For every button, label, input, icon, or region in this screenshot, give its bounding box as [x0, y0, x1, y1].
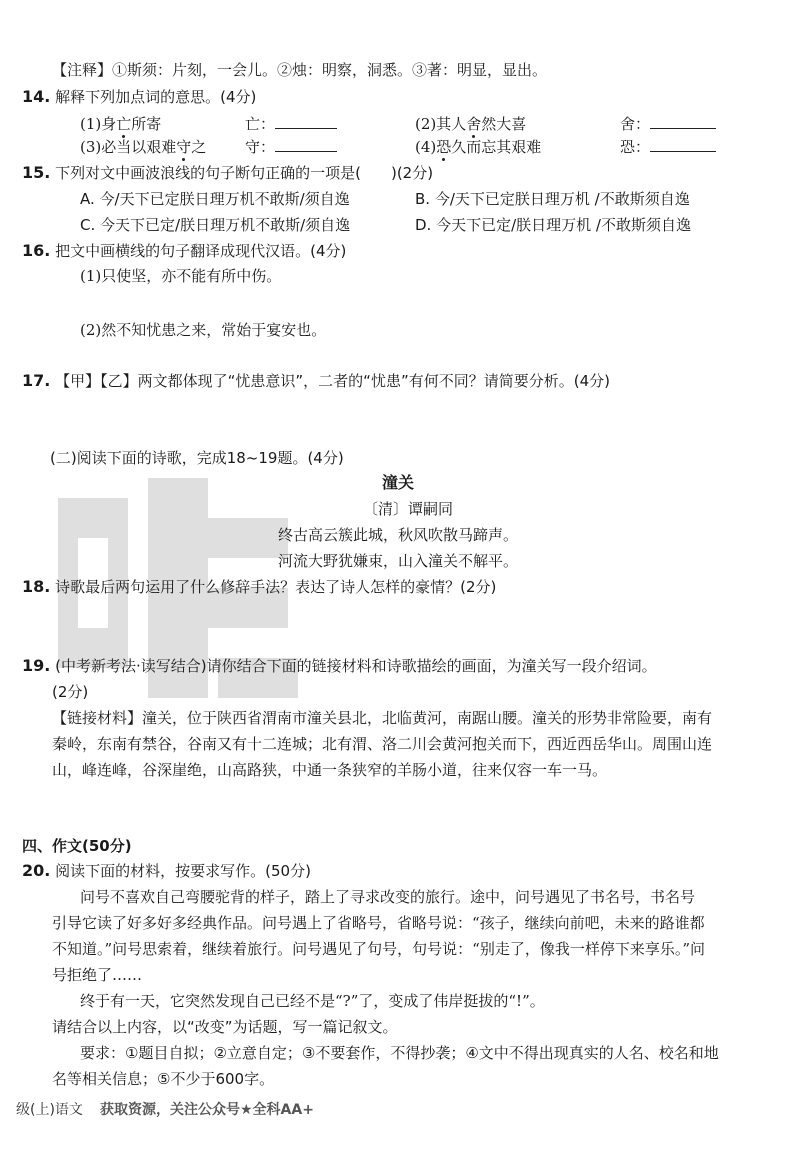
footer-promo: 获取资源，关注公众号★全科AA+ [100, 1102, 314, 1118]
q15-header [22, 163, 433, 183]
q18-header [22, 577, 496, 597]
q19-material-line-2: 秦岭，东南有禁谷，谷南又有十二连城；北有渭、洛二川会黄河抱关而下，西近西岳华山。周围山连 [52, 735, 713, 753]
footer-grade-label: 级(上)语文 [16, 1102, 83, 1118]
poem-line-2: 河流大野犹嫌束，山入潼关不解平。 [278, 552, 519, 570]
q19-material-line-1: 【链接材料】潼关，位于陕西省渭南市潼关县北，北临黄河，南踞山腰。潼关的形势非常险要，南有 [52, 709, 713, 727]
q19-number: 19. [22, 656, 51, 675]
q17-text: 【甲】【乙】两文都体现了“忧患意识”，二者的“忧患”有何不同？请简要分析。(4分) [55, 372, 610, 390]
q14-answer-2[interactable] [620, 114, 716, 134]
q19-header [22, 656, 657, 676]
q14-number: 14. [22, 87, 51, 106]
q14-answer-4[interactable] [620, 137, 716, 157]
q18-text: 诗歌最后两句运用了什么修辞手法？表达了诗人怎样的豪情？(2分) [55, 578, 497, 596]
poem-author: 〔清〕谭嗣同 [363, 500, 454, 518]
q15-text: 下列对文中画波浪线的句子断句正确的一项是( )(2分) [55, 164, 434, 182]
q18-number: 18. [22, 577, 51, 596]
q19-text: (中考新考法·读写结合)请你结合下面的链接材料和诗歌描绘的画面，为潼关写一段介绍词。 [55, 657, 657, 675]
poem-line-1: 终古高云簇此城，秋风吹散马蹄声。 [278, 526, 519, 544]
q20-instruction: 请结合以上内容，以“改变”为话题，写一篇记叙文。 [52, 1018, 398, 1036]
q16-sentence-2: (2)然不知忧患之来，常始于宴安也。 [80, 321, 327, 339]
q14-item-2: (2)其人舍然大喜 [415, 115, 527, 133]
q17-header [22, 371, 610, 391]
q14-answer-3[interactable] [245, 137, 337, 157]
dotted-char: 舍 [466, 115, 482, 133]
q20-passage-line-3: 不知道。”问号思索着，继续着旅行。问号遇见了句号，句号说：“别走了，像我一样停下来享乐。”问 [52, 940, 706, 958]
q19-material-line-3: 山，峰连峰，谷深崖绝，山高路狭，中通一条狭窄的羊肠小道，往来仅容一车一马。 [52, 761, 608, 779]
dotted-char: 亡 [116, 115, 132, 133]
q14-label-1: 亡： [245, 115, 276, 133]
q14-item-3: (3)必当以艰难守之 [80, 138, 207, 156]
q14-item-1: (1)身亡所寄 [80, 115, 162, 133]
q14-header [22, 87, 256, 107]
q14-label-4: 恐： [620, 138, 651, 156]
q14-answer-1[interactable] [245, 114, 337, 134]
q15-option-d[interactable]: D. 今天下已定/朕日理万机 /不敢斯须自逸 [415, 216, 691, 234]
q15-option-a[interactable]: A. 今/天下已定朕日理万机不敢斯/须自逸 [80, 190, 350, 208]
q16-number: 16. [22, 241, 51, 260]
q14-label-3: 守： [245, 138, 276, 156]
q14-item-4: (4)恐久而忘其艰难 [415, 138, 542, 156]
q16-sentence-1: (1)只使坚，亦不能有所中伤。 [80, 267, 282, 285]
q15-option-c[interactable]: C. 今天下已定/朕日理万机不敢斯/须自逸 [80, 216, 351, 234]
q15-option-b[interactable]: B. 今/天下已定朕日理万机 /不敢斯须自逸 [415, 190, 690, 208]
q20-passage-line-2: 引导它读了好多好多经典作品。问号遇上了省略号，省略号说：“孩子，继续向前吧，未来的路谁都 [52, 914, 705, 932]
q16-header [22, 241, 346, 261]
q20-requirements-1: 要求：①题目自拟；②立意自定；③不要套作，不得抄袭；④文中不得出现真实的人名、校名和地 [80, 1044, 719, 1062]
q20-header [22, 861, 311, 881]
q20-number: 20. [22, 861, 51, 880]
q20-requirements-2: 名等相关信息；⑤不少于600字。 [52, 1070, 275, 1088]
q14-label-2: 舍： [620, 115, 651, 133]
q15-number: 15. [22, 163, 51, 182]
dotted-char: 恐 [436, 138, 452, 156]
poem-title: 潼关 [382, 473, 415, 492]
q16-text: 把文中画横线的句子翻译成现代汉语。(4分) [55, 242, 347, 260]
q20-passage-line-4: 号拒绝了…… [52, 966, 143, 984]
q20-passage-line-1: 问号不喜欢自己弯腰驼背的样子，踏上了寻求改变的旅行。途中，问号遇见了书名号，书名号 [80, 888, 696, 906]
q20-passage-line-5: 终于有一天，它突然发现自己已经不是“?”了，变成了伟岸挺拔的“!”。 [80, 992, 545, 1010]
q19-points: (2分) [52, 683, 89, 701]
q14-text: 解释下列加点词的意思。(4分) [55, 88, 257, 106]
dotted-char: 守 [176, 138, 192, 156]
annotation-note: 【注释】①斯须：片刻，一会儿。②烛：明察，洞悉。③著：明显，显出。 [52, 61, 548, 79]
section-4-heading: 四、作文(50分) [22, 837, 132, 855]
section-2-heading: (二)阅读下面的诗歌，完成18~19题。(4分) [50, 449, 344, 467]
q17-number: 17. [22, 371, 51, 390]
q20-text: 阅读下面的材料，按要求写作。(50分) [55, 862, 311, 880]
